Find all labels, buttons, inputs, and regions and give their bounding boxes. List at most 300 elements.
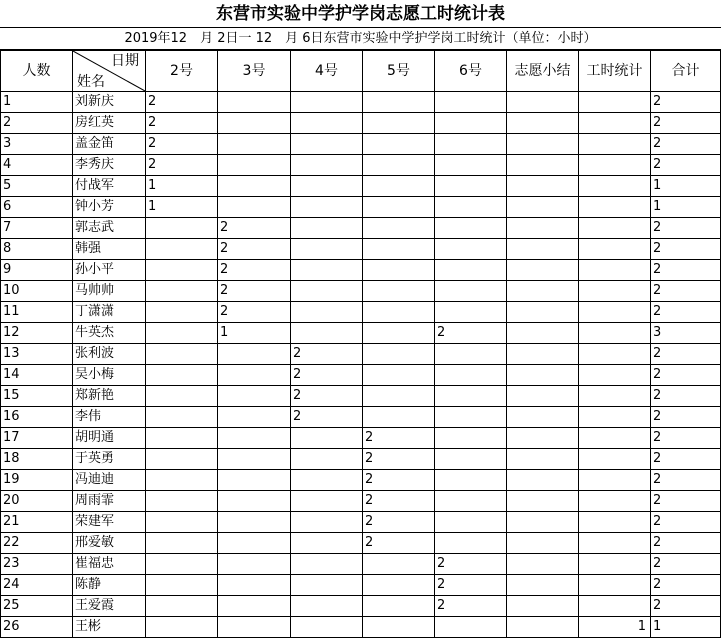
value-cell[interactable]	[146, 239, 218, 260]
value-cell[interactable]	[218, 197, 291, 218]
value-cell[interactable]	[291, 281, 363, 302]
name-cell[interactable]: 胡明通	[73, 428, 146, 449]
corner-label-name: 姓名	[77, 74, 105, 90]
table-row	[1, 92, 721, 113]
value-cell[interactable]: 2	[218, 218, 291, 239]
value-cell[interactable]	[507, 491, 579, 512]
table-row	[1, 428, 721, 449]
header-col[interactable]: 3号	[218, 51, 291, 92]
value-cell[interactable]	[435, 344, 507, 365]
value-cell[interactable]	[363, 176, 435, 197]
name-cell[interactable]: 王爱霞	[73, 596, 146, 617]
value-cell[interactable]: 2	[651, 113, 721, 134]
header-col[interactable]: 志愿小结	[507, 51, 579, 92]
value-cell[interactable]: 2	[435, 596, 507, 617]
value-cell[interactable]	[146, 386, 218, 407]
sheet-subtitle: 2019年12 月 2日一 12 月 6日东营市实验中学护学岗工时统计（单位：小时）	[0, 28, 721, 50]
value-cell[interactable]	[579, 281, 651, 302]
value-cell[interactable]	[146, 323, 218, 344]
value-cell[interactable]: 2	[651, 155, 721, 176]
value-cell[interactable]: 2	[218, 281, 291, 302]
value-cell[interactable]	[218, 575, 291, 596]
table-row	[1, 323, 721, 344]
value-cell[interactable]	[291, 554, 363, 575]
value-cell[interactable]: 2	[651, 596, 721, 617]
name-cell[interactable]: 崔福忠	[73, 554, 146, 575]
value-cell[interactable]	[579, 155, 651, 176]
value-cell[interactable]: 2	[291, 407, 363, 428]
value-cell[interactable]	[579, 365, 651, 386]
value-cell[interactable]: 2	[651, 491, 721, 512]
row-number-cell[interactable]: 5	[1, 176, 73, 197]
value-cell[interactable]	[218, 134, 291, 155]
name-cell[interactable]: 韩强	[73, 239, 146, 260]
value-cell[interactable]	[291, 470, 363, 491]
value-cell[interactable]: 2	[651, 470, 721, 491]
row-number-cell[interactable]: 19	[1, 470, 73, 491]
table-row	[1, 239, 721, 260]
row-number-cell[interactable]: 13	[1, 344, 73, 365]
value-cell[interactable]: 2	[435, 554, 507, 575]
value-cell[interactable]	[363, 407, 435, 428]
value-cell[interactable]: 2	[435, 323, 507, 344]
value-cell[interactable]	[363, 92, 435, 113]
value-cell[interactable]	[579, 239, 651, 260]
row-number-cell[interactable]: 26	[1, 617, 73, 638]
value-cell[interactable]	[291, 533, 363, 554]
value-cell[interactable]	[291, 218, 363, 239]
value-cell[interactable]	[291, 239, 363, 260]
row-number-cell[interactable]: 25	[1, 596, 73, 617]
value-cell[interactable]	[435, 92, 507, 113]
row-number-cell[interactable]: 3	[1, 134, 73, 155]
row-number-cell[interactable]: 14	[1, 365, 73, 386]
value-cell[interactable]	[146, 512, 218, 533]
name-cell[interactable]: 付战军	[73, 176, 146, 197]
value-cell[interactable]: 2	[146, 113, 218, 134]
value-cell[interactable]	[435, 470, 507, 491]
value-cell[interactable]	[435, 302, 507, 323]
value-cell[interactable]	[435, 113, 507, 134]
value-cell[interactable]	[218, 533, 291, 554]
value-cell[interactable]	[146, 344, 218, 365]
value-cell[interactable]	[146, 260, 218, 281]
value-cell[interactable]	[146, 428, 218, 449]
value-cell[interactable]: 1	[146, 197, 218, 218]
value-cell[interactable]	[579, 134, 651, 155]
table-row	[1, 365, 721, 386]
value-cell[interactable]	[579, 449, 651, 470]
value-cell[interactable]	[291, 512, 363, 533]
value-cell[interactable]	[507, 302, 579, 323]
table-row	[1, 596, 721, 617]
header-col[interactable]: 4号	[291, 51, 363, 92]
row-number-cell[interactable]: 1	[1, 92, 73, 113]
value-cell[interactable]	[579, 113, 651, 134]
value-cell[interactable]: 2	[218, 302, 291, 323]
value-cell[interactable]	[363, 260, 435, 281]
value-cell[interactable]: 2	[651, 512, 721, 533]
value-cell[interactable]	[291, 575, 363, 596]
row-number-cell[interactable]: 18	[1, 449, 73, 470]
value-cell[interactable]	[363, 197, 435, 218]
value-cell[interactable]	[579, 575, 651, 596]
name-cell[interactable]: 刘新庆	[73, 92, 146, 113]
table-row	[1, 470, 721, 491]
value-cell[interactable]	[507, 617, 579, 638]
value-cell[interactable]: 2	[363, 449, 435, 470]
name-cell[interactable]: 冯迪迪	[73, 470, 146, 491]
value-cell[interactable]	[363, 218, 435, 239]
table-row	[1, 554, 721, 575]
value-cell[interactable]	[435, 281, 507, 302]
value-cell[interactable]	[146, 617, 218, 638]
value-cell[interactable]	[579, 428, 651, 449]
value-cell[interactable]	[146, 575, 218, 596]
value-cell[interactable]	[507, 323, 579, 344]
row-number-cell[interactable]: 11	[1, 302, 73, 323]
value-cell[interactable]	[435, 491, 507, 512]
value-cell[interactable]: 2	[435, 575, 507, 596]
value-cell[interactable]	[363, 344, 435, 365]
value-cell[interactable]	[291, 197, 363, 218]
value-cell[interactable]	[146, 407, 218, 428]
value-cell[interactable]	[579, 491, 651, 512]
value-cell[interactable]: 2	[651, 302, 721, 323]
value-cell[interactable]	[507, 113, 579, 134]
row-number-cell[interactable]: 22	[1, 533, 73, 554]
value-cell[interactable]	[507, 155, 579, 176]
value-cell[interactable]	[579, 92, 651, 113]
value-cell[interactable]	[435, 218, 507, 239]
value-cell[interactable]	[218, 365, 291, 386]
row-number-cell[interactable]: 8	[1, 239, 73, 260]
value-cell[interactable]: 2	[291, 386, 363, 407]
value-cell[interactable]: 2	[651, 407, 721, 428]
row-number-cell[interactable]: 23	[1, 554, 73, 575]
value-cell[interactable]	[218, 113, 291, 134]
value-cell[interactable]	[291, 596, 363, 617]
name-cell[interactable]: 盖金笛	[73, 134, 146, 155]
value-cell[interactable]	[363, 323, 435, 344]
value-cell[interactable]	[363, 134, 435, 155]
row-number-cell[interactable]: 2	[1, 113, 73, 134]
value-cell[interactable]	[363, 596, 435, 617]
value-cell[interactable]	[218, 407, 291, 428]
value-cell[interactable]	[507, 407, 579, 428]
value-cell[interactable]	[507, 470, 579, 491]
value-cell[interactable]	[507, 239, 579, 260]
value-cell[interactable]	[363, 281, 435, 302]
value-cell[interactable]: 2	[651, 386, 721, 407]
value-cell[interactable]: 2	[218, 239, 291, 260]
header-corner[interactable]	[73, 51, 146, 92]
table-row	[1, 302, 721, 323]
value-cell[interactable]	[507, 176, 579, 197]
table-row	[1, 449, 721, 470]
value-cell[interactable]	[507, 134, 579, 155]
table-row	[1, 134, 721, 155]
value-cell[interactable]: 2	[291, 344, 363, 365]
row-number-cell[interactable]: 10	[1, 281, 73, 302]
value-cell[interactable]	[146, 491, 218, 512]
table-body	[1, 92, 721, 638]
value-cell[interactable]	[507, 554, 579, 575]
value-cell[interactable]	[507, 428, 579, 449]
name-cell[interactable]: 张利波	[73, 344, 146, 365]
value-cell[interactable]	[218, 491, 291, 512]
value-cell[interactable]	[435, 533, 507, 554]
value-cell[interactable]	[363, 575, 435, 596]
value-cell[interactable]	[146, 554, 218, 575]
value-cell[interactable]	[363, 302, 435, 323]
value-cell[interactable]	[579, 302, 651, 323]
header-index[interactable]: 人数	[1, 51, 73, 92]
value-cell[interactable]: 1	[651, 176, 721, 197]
name-cell[interactable]: 陈静	[73, 575, 146, 596]
value-cell[interactable]: 2	[651, 449, 721, 470]
value-cell[interactable]	[363, 365, 435, 386]
value-cell[interactable]: 2	[363, 512, 435, 533]
value-cell[interactable]	[291, 134, 363, 155]
row-number-cell[interactable]: 4	[1, 155, 73, 176]
value-cell[interactable]: 2	[363, 533, 435, 554]
value-cell[interactable]	[218, 344, 291, 365]
value-cell[interactable]	[363, 239, 435, 260]
value-cell[interactable]: 2	[651, 239, 721, 260]
name-cell[interactable]: 马帅帅	[73, 281, 146, 302]
value-cell[interactable]	[146, 449, 218, 470]
value-cell[interactable]: 2	[651, 260, 721, 281]
value-cell[interactable]	[146, 596, 218, 617]
table-row	[1, 512, 721, 533]
value-cell[interactable]: 2	[651, 575, 721, 596]
row-number-cell[interactable]: 6	[1, 197, 73, 218]
value-cell[interactable]	[218, 92, 291, 113]
value-cell[interactable]	[435, 155, 507, 176]
value-cell[interactable]	[435, 260, 507, 281]
value-cell[interactable]: 1	[146, 176, 218, 197]
value-cell[interactable]: 2	[146, 92, 218, 113]
hours-table	[0, 50, 721, 638]
name-cell[interactable]: 牛英杰	[73, 323, 146, 344]
value-cell[interactable]	[579, 596, 651, 617]
value-cell[interactable]	[579, 218, 651, 239]
value-cell[interactable]	[507, 344, 579, 365]
value-cell[interactable]: 2	[146, 134, 218, 155]
name-cell[interactable]: 郭志武	[73, 218, 146, 239]
value-cell[interactable]	[291, 302, 363, 323]
name-cell[interactable]: 王彬	[73, 617, 146, 638]
name-cell[interactable]: 于英勇	[73, 449, 146, 470]
table-row	[1, 344, 721, 365]
row-number-cell[interactable]: 9	[1, 260, 73, 281]
value-cell[interactable]	[435, 407, 507, 428]
value-cell[interactable]	[579, 344, 651, 365]
table-row	[1, 155, 721, 176]
value-cell[interactable]	[146, 281, 218, 302]
value-cell[interactable]	[146, 218, 218, 239]
name-cell[interactable]: 钟小芳	[73, 197, 146, 218]
value-cell[interactable]	[291, 323, 363, 344]
value-cell[interactable]	[579, 470, 651, 491]
value-cell[interactable]	[218, 617, 291, 638]
value-cell[interactable]	[579, 407, 651, 428]
value-cell[interactable]	[363, 617, 435, 638]
value-cell[interactable]	[291, 428, 363, 449]
value-cell[interactable]: 1	[651, 197, 721, 218]
value-cell[interactable]: 2	[651, 134, 721, 155]
value-cell[interactable]	[146, 533, 218, 554]
value-cell[interactable]	[291, 176, 363, 197]
name-cell[interactable]: 吴小梅	[73, 365, 146, 386]
header-row	[1, 51, 721, 92]
value-cell[interactable]	[507, 260, 579, 281]
value-cell[interactable]	[291, 491, 363, 512]
row-number-cell[interactable]: 20	[1, 491, 73, 512]
value-cell[interactable]: 2	[363, 428, 435, 449]
value-cell[interactable]	[363, 155, 435, 176]
value-cell[interactable]	[146, 470, 218, 491]
value-cell[interactable]	[291, 449, 363, 470]
value-cell[interactable]	[579, 554, 651, 575]
row-number-cell[interactable]: 12	[1, 323, 73, 344]
value-cell[interactable]	[435, 512, 507, 533]
value-cell[interactable]	[218, 449, 291, 470]
value-cell[interactable]: 2	[146, 155, 218, 176]
table-row	[1, 113, 721, 134]
value-cell[interactable]	[507, 218, 579, 239]
value-cell[interactable]	[507, 197, 579, 218]
table-row	[1, 575, 721, 596]
table-row	[1, 617, 721, 638]
table-row	[1, 218, 721, 239]
value-cell[interactable]	[579, 197, 651, 218]
name-cell[interactable]: 郑新艳	[73, 386, 146, 407]
table-row	[1, 533, 721, 554]
value-cell[interactable]	[146, 302, 218, 323]
table-row	[1, 260, 721, 281]
value-cell[interactable]: 3	[651, 323, 721, 344]
value-cell[interactable]	[579, 176, 651, 197]
value-cell[interactable]: 1	[579, 617, 651, 638]
value-cell[interactable]	[507, 365, 579, 386]
value-cell[interactable]: 2	[363, 470, 435, 491]
value-cell[interactable]	[218, 176, 291, 197]
value-cell[interactable]: 2	[651, 281, 721, 302]
value-cell[interactable]	[146, 365, 218, 386]
value-cell[interactable]	[291, 155, 363, 176]
value-cell[interactable]: 1	[651, 617, 721, 638]
value-cell[interactable]	[218, 470, 291, 491]
value-cell[interactable]	[579, 323, 651, 344]
value-cell[interactable]: 2	[218, 260, 291, 281]
value-cell[interactable]	[579, 533, 651, 554]
header-col[interactable]: 2号	[146, 51, 218, 92]
value-cell[interactable]	[579, 260, 651, 281]
value-cell[interactable]	[435, 134, 507, 155]
name-cell[interactable]: 房红英	[73, 113, 146, 134]
value-cell[interactable]	[218, 512, 291, 533]
value-cell[interactable]	[435, 449, 507, 470]
value-cell[interactable]	[507, 512, 579, 533]
value-cell[interactable]	[218, 386, 291, 407]
value-cell[interactable]	[435, 197, 507, 218]
value-cell[interactable]	[218, 155, 291, 176]
value-cell[interactable]: 2	[651, 533, 721, 554]
row-number-cell[interactable]: 24	[1, 575, 73, 596]
row-number-cell[interactable]: 16	[1, 407, 73, 428]
value-cell[interactable]	[435, 176, 507, 197]
table-row	[1, 407, 721, 428]
value-cell[interactable]	[507, 533, 579, 554]
row-number-cell[interactable]: 7	[1, 218, 73, 239]
value-cell[interactable]: 2	[651, 344, 721, 365]
row-number-cell[interactable]: 15	[1, 386, 73, 407]
value-cell[interactable]	[218, 596, 291, 617]
value-cell[interactable]: 2	[651, 218, 721, 239]
name-cell[interactable]: 李伟	[73, 407, 146, 428]
header-col[interactable]: 工时统计	[579, 51, 651, 92]
value-cell[interactable]: 2	[651, 428, 721, 449]
table-row	[1, 491, 721, 512]
name-cell[interactable]: 孙小平	[73, 260, 146, 281]
value-cell[interactable]	[291, 113, 363, 134]
value-cell[interactable]: 2	[651, 554, 721, 575]
value-cell[interactable]	[363, 386, 435, 407]
value-cell[interactable]	[435, 239, 507, 260]
value-cell[interactable]: 2	[291, 365, 363, 386]
name-cell[interactable]: 周雨霏	[73, 491, 146, 512]
value-cell[interactable]	[579, 386, 651, 407]
name-cell[interactable]: 丁潇潇	[73, 302, 146, 323]
sheet-title: 东营市实验中学护学岗志愿工时统计表	[0, 0, 721, 28]
value-cell[interactable]	[507, 386, 579, 407]
value-cell[interactable]	[218, 428, 291, 449]
value-cell[interactable]	[507, 281, 579, 302]
value-cell[interactable]	[507, 92, 579, 113]
name-cell[interactable]: 李秀庆	[73, 155, 146, 176]
header-col[interactable]: 6号	[435, 51, 507, 92]
header-col[interactable]: 5号	[363, 51, 435, 92]
value-cell[interactable]: 2	[651, 365, 721, 386]
row-number-cell[interactable]: 21	[1, 512, 73, 533]
value-cell[interactable]	[507, 596, 579, 617]
row-number-cell[interactable]: 17	[1, 428, 73, 449]
value-cell[interactable]	[579, 512, 651, 533]
corner-label-date: 日期	[111, 53, 139, 69]
value-cell[interactable]	[435, 386, 507, 407]
value-cell[interactable]	[435, 617, 507, 638]
value-cell[interactable]: 1	[218, 323, 291, 344]
name-cell[interactable]: 邢爱敏	[73, 533, 146, 554]
value-cell[interactable]: 2	[363, 491, 435, 512]
value-cell[interactable]	[363, 554, 435, 575]
header-col[interactable]: 合计	[651, 51, 721, 92]
value-cell[interactable]	[291, 260, 363, 281]
value-cell[interactable]: 2	[651, 92, 721, 113]
table-row	[1, 281, 721, 302]
value-cell[interactable]	[363, 113, 435, 134]
value-cell[interactable]	[291, 92, 363, 113]
name-cell[interactable]: 荣建军	[73, 512, 146, 533]
value-cell[interactable]	[435, 428, 507, 449]
value-cell[interactable]	[435, 365, 507, 386]
value-cell[interactable]	[218, 554, 291, 575]
value-cell[interactable]	[507, 575, 579, 596]
value-cell[interactable]	[291, 617, 363, 638]
value-cell[interactable]	[507, 449, 579, 470]
